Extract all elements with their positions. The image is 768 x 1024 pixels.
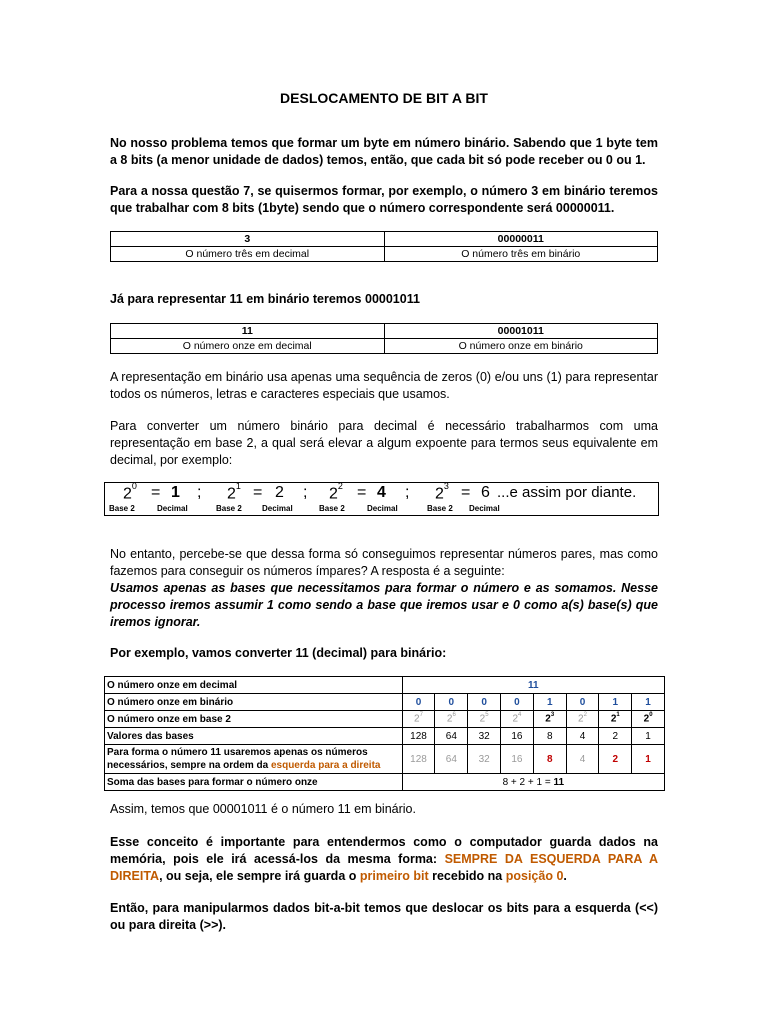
bit-cell: 1 [533, 694, 566, 711]
equals-sign: = [151, 484, 161, 501]
paragraph-example: Por exemplo, vamos converter 11 (decimal) para binário: [110, 646, 447, 660]
powers-of-two-box [104, 482, 659, 516]
table-cell: O número três em binário [384, 247, 658, 262]
table-cell: 00001011 [384, 324, 658, 339]
label-base: Base 2 [109, 504, 135, 513]
paragraph-representation: A representação em binário usa apenas uma sequência de zeros (0) e/ou uns (1) para representar todos os números, letras e caracteres especiais que usamos. [110, 370, 658, 401]
label-base: Base 2 [427, 504, 453, 513]
power-value: 6 [481, 484, 490, 501]
bit-cell: 0 [566, 694, 599, 711]
paragraph-intro: No nosso problema temos que formar um byte em número binário. Sabendo que 1 byte tem a 8 bits (a menor unidade de dados) temos, então, que cada bit só pode receber ou 0 ou 1. [110, 136, 658, 167]
power-term: $2^3$ [435, 481, 449, 503]
base-value-cell: 64 [435, 728, 468, 745]
separator: ; [197, 484, 202, 501]
base-power-cell: $2^6$ [435, 711, 468, 728]
decimal-value: 11 [402, 677, 664, 694]
paragraph-eleven: Já para representar 11 em binário teremos 00001011 [110, 292, 420, 306]
base-power-cell: $2^7$ [402, 711, 435, 728]
separator: ; [405, 484, 410, 501]
bit-cell: 1 [632, 694, 665, 711]
base-value-cell: 128 [402, 728, 435, 745]
table-row-label: O número onze em base 2 [105, 711, 403, 728]
equals-sign: = [253, 484, 263, 501]
label-decimal: Decimal [262, 504, 293, 513]
power-term: $2^2$ [329, 481, 343, 503]
base-power-cell: $2^1$ [599, 711, 632, 728]
used-base-cell: 8 [533, 745, 566, 774]
power-value: 1 [171, 484, 180, 501]
table-cell: O número três em decimal [111, 247, 385, 262]
bit-cell: 0 [501, 694, 534, 711]
table-cell: O número onze em decimal [111, 339, 385, 354]
base-value-cell: 32 [468, 728, 501, 745]
bit-cell: 0 [435, 694, 468, 711]
separator: ; [303, 484, 308, 501]
paragraph-shift: Então, para manipularmos dados bit-a-bit temos que deslocar os bits para a esquerda (<<) ou para direita (>>). [110, 901, 658, 932]
label-decimal: Decimal [157, 504, 188, 513]
base-power-cell: $2^0$ [632, 711, 665, 728]
base-value-cell: 4 [566, 728, 599, 745]
sum-cell: 8 + 2 + 1 = 11 [402, 774, 664, 791]
used-base-cell: 128 [402, 745, 435, 774]
label-decimal: Decimal [367, 504, 398, 513]
used-base-cell: 16 [501, 745, 534, 774]
base-power-cell: $2^4$ [501, 711, 534, 728]
table-cell: 00000011 [384, 232, 658, 247]
paragraph-concept: Esse conceito é importante para entendermos como o computador guarda dados na memória, pois ele irá acessá-los da mesma forma: SEMPRE DA ESQUERDA PARA A DIREITA, ou seja, ele sempre irá guarda o primeiro bit recebido na posição 0. [110, 835, 658, 883]
table-cell: 3 [111, 232, 385, 247]
table-row-label: O número onze em decimal [105, 677, 403, 694]
table-row-label: Valores das bases [105, 728, 403, 745]
power-value: 4 [377, 484, 386, 501]
table-row-label: O número onze em binário [105, 694, 403, 711]
page-title: DESLOCAMENTO DE BIT A BIT [280, 90, 488, 106]
base-power-cell: $2^2$ [566, 711, 599, 728]
base-power-cell: $2^3$ [533, 711, 566, 728]
base-value-cell: 1 [632, 728, 665, 745]
base-power-cell: $2^5$ [468, 711, 501, 728]
paragraph-question-7: Para a nossa questão 7, se quisermos formar, por exemplo, o número 3 em binário teremos que trabalhar com 8 bits (1byte) sendo que o número correspondente será 00000011. [110, 184, 658, 215]
paragraph-result: Assim, temos que 00001011 é o número 11 em binário. [110, 802, 416, 816]
equals-sign: = [357, 484, 367, 501]
table-three [110, 231, 658, 262]
equals-sign: = [461, 484, 471, 501]
paragraph-odd-numbers: No entanto, percebe-se que dessa forma só conseguimos representar números pares, mas como fazemos para conseguir os números ímpares? A resposta é a seguinte: Usamos apenas as bases que necessitamos para formar o número e as somamos. Nesse processo iremos assumir 1 como sendo a base que iremos usar e 0 como a(s) base(s) que iremos ignorar. [110, 547, 658, 629]
table-cell: O número onze em binário [384, 339, 658, 354]
base-value-cell: 2 [599, 728, 632, 745]
bit-cell: 1 [599, 694, 632, 711]
used-base-cell: 64 [435, 745, 468, 774]
table-row-label: Para forma o número 11 usaremos apenas os números necessários, sempre na ordem da esquerda para a direita [105, 745, 403, 774]
table-eleven [110, 323, 658, 354]
formula-tail: ...e assim por diante. [497, 484, 637, 501]
power-value: 2 [275, 484, 284, 501]
used-base-cell: 4 [566, 745, 599, 774]
used-base-cell: 1 [632, 745, 665, 774]
conversion-table [104, 676, 665, 791]
label-base: Base 2 [319, 504, 345, 513]
power-term: $2^0$ [123, 481, 137, 503]
used-base-cell: 32 [468, 745, 501, 774]
table-row-label: Soma das bases para formar o número onze [105, 774, 403, 791]
used-base-cell: 2 [599, 745, 632, 774]
table-cell: 11 [111, 324, 385, 339]
label-decimal: Decimal [469, 504, 500, 513]
power-term: $2^1$ [227, 481, 241, 503]
paragraph-convert: Para converter um número binário para decimal é necessário trabalharmos com uma representação em base 2, a qual será elevar a algum expoente para termos seus equivalente em decimal, por exemplo: [110, 419, 658, 467]
base-value-cell: 8 [533, 728, 566, 745]
bit-cell: 0 [468, 694, 501, 711]
label-base: Base 2 [216, 504, 242, 513]
bit-cell: 0 [402, 694, 435, 711]
base-value-cell: 16 [501, 728, 534, 745]
